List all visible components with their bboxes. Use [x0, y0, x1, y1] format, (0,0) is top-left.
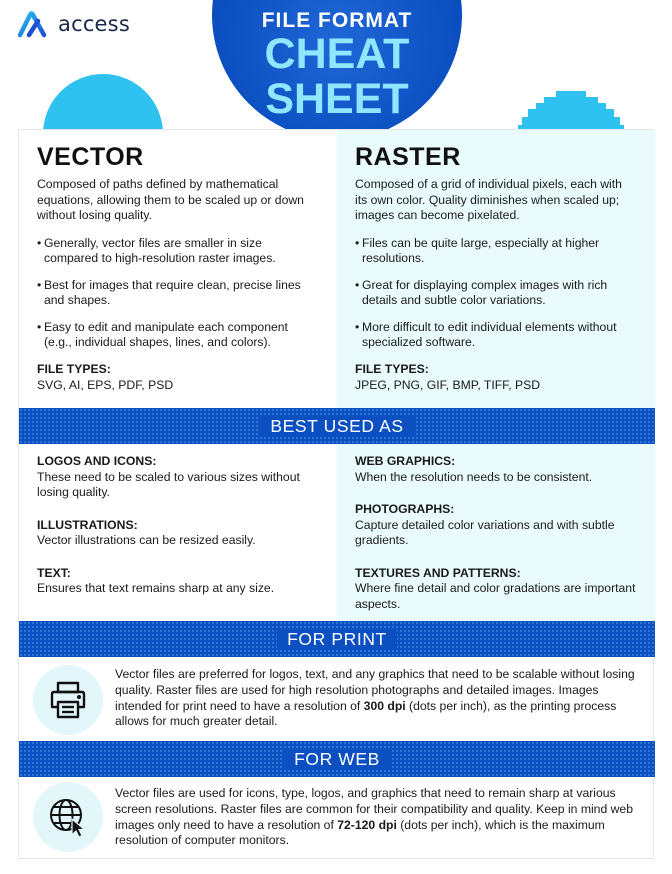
- for-web-heading: FOR WEB: [284, 749, 390, 770]
- vector-bullet: • Best for images that require clean, precise lines and shapes.: [37, 277, 301, 307]
- for-print-text: Vector files are preferred for logos, text, and any graphics that need to be scalable without losing quality. Raster files are used for high resolution photographs and detailed images. Images intended for print need to have a resolution of 300 dpi (dots per inch), as the printing process allows for much greater detail.: [115, 667, 635, 729]
- vector-uses: [19, 444, 337, 621]
- web-dpi-highlight: 72-120 dpi: [337, 817, 397, 832]
- raster-column: [337, 130, 655, 408]
- raster-heading: RASTER: [355, 143, 461, 171]
- vector-file-types-label: FILE TYPES:: [37, 361, 111, 376]
- brand-logo: [18, 9, 130, 39]
- raster-bullet: • Great for displaying complex images with rich details and subtle color variations.: [355, 277, 608, 307]
- vector-description: Composed of paths defined by mathematical equations, allowing them to be scaled up or down without losing quality.: [37, 177, 304, 222]
- access-logo-icon: [18, 9, 52, 39]
- vector-file-types: SVG, AI, EPS, PDF, PSD: [37, 377, 174, 392]
- use-text: These need to be scaled to various sizes without losing quality.: [37, 469, 300, 499]
- print-dpi-highlight: 300 dpi: [363, 698, 406, 713]
- cheat-sheet-card: [18, 129, 654, 859]
- raster-bullet: • Files can be quite large, especially at higher resolutions.: [355, 235, 600, 265]
- raster-file-types-label: FILE TYPES:: [355, 361, 429, 376]
- use-title: WEB GRAPHICS:: [355, 454, 456, 468]
- use-title: LOGOS AND ICONS:: [37, 454, 157, 468]
- use-text: Ensures that text remains sharp at any size.: [37, 581, 275, 595]
- raster-file-types: JPEG, PNG, GIF, BMP, TIFF, PSD: [355, 377, 541, 392]
- vector-heading: VECTOR: [37, 143, 144, 171]
- title-line-cheat: CHEAT: [264, 30, 410, 78]
- vector-bullet: • Easy to edit and manipulate each component (e.g., individual shapes, lines, and colors).: [37, 319, 288, 349]
- for-print-heading: FOR PRINT: [277, 629, 397, 650]
- title-line-file-format: FILE FORMAT: [261, 9, 413, 32]
- raster-bullet: • More difficult to edit individual elements without specialized software.: [355, 319, 617, 349]
- for-print-banner: [19, 621, 655, 657]
- best-used-heading: BEST USED AS: [260, 416, 413, 437]
- vector-bullet: • Generally, vector files are smaller in size compared to high-resolution raster images.: [37, 235, 276, 265]
- use-title: PHOTOGRAPHS:: [355, 502, 455, 516]
- best-used-banner: [19, 408, 655, 444]
- raster-uses: [337, 444, 655, 621]
- use-title: TEXTURES AND PATTERNS:: [355, 565, 521, 580]
- use-title: ILLUSTRATIONS:: [37, 517, 138, 532]
- for-web-text: Vector files are used for icons, type, logos, and graphics that need to remain sharp at various screen resolutions. Raster files are common for their compatibility and quality. Keep in mind web images only need to have a resolution of 72-120 dpi (dots per inch), which is the maximum resolution of computer monitors.: [115, 786, 633, 848]
- use-title: TEXT:: [37, 565, 71, 580]
- vector-column: [19, 130, 337, 408]
- title-line-sheet: SHEET: [265, 75, 409, 123]
- use-text: Vector illustrations can be resized easily.: [37, 533, 256, 547]
- page-title: [212, 10, 462, 122]
- logo-text: access: [58, 12, 130, 36]
- use-text: Capture detailed color variations and with subtle gradients.: [355, 517, 615, 547]
- use-text: When the resolution needs to be consistent.: [355, 469, 593, 484]
- for-web-banner: [19, 741, 655, 777]
- raster-description: Composed of a grid of individual pixels, each with its own color. Quality diminishes when scaled up; images can become pixelated.: [355, 177, 622, 222]
- use-text: Where fine detail and color gradations are important aspects.: [355, 581, 636, 611]
